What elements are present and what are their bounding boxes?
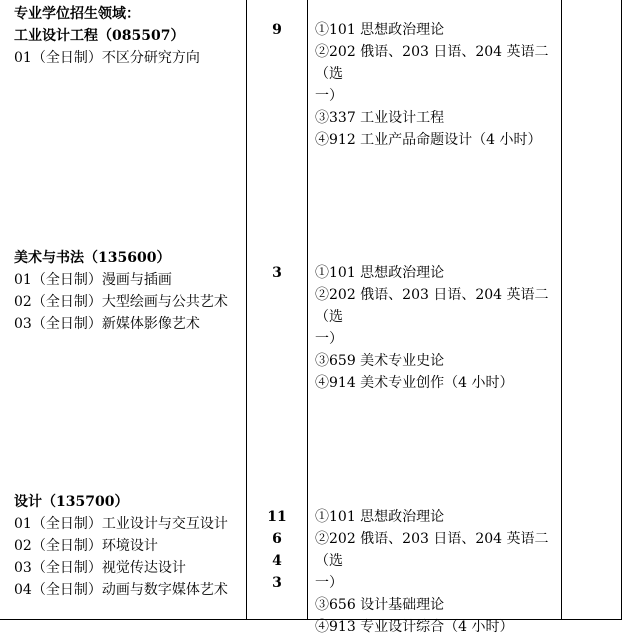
exam-line: 一） (315, 575, 343, 591)
exam-subjects (315, 262, 559, 394)
quota-value: 3 (272, 575, 282, 591)
exam-line: ②202 俄语、203 日语、204 英语二（选 (315, 531, 549, 569)
specialty-name: 设计（135700） (14, 494, 129, 510)
column-divider (307, 0, 308, 620)
research-direction: 02（全日制）大型绘画与公共艺术 (14, 294, 228, 310)
research-direction: 01（全日制）工业设计与交互设计 (14, 516, 228, 532)
exam-line: ④914 美术专业创作（4 小时） (315, 375, 514, 391)
specialty-name: 美术与书法（135600） (14, 250, 171, 266)
quota-value: 6 (272, 531, 282, 547)
research-direction: 03（全日制）视觉传达设计 (14, 560, 186, 576)
exam-subjects (315, 506, 559, 638)
research-direction: 03（全日制）新媒体影像艺术 (14, 316, 200, 332)
table-right-border (621, 0, 622, 620)
quota-value: 4 (272, 553, 282, 569)
exam-line: ④913 专业设计综合（4 小时） (315, 619, 514, 635)
exam-line: ④912 工业产品命题设计（4 小时） (315, 132, 542, 148)
exam-line: ②202 俄语、203 日语、204 英语二（选 (315, 44, 549, 82)
column-divider (561, 0, 562, 620)
specialty-block-design (14, 491, 246, 601)
specialty-block-fine-arts (14, 247, 246, 335)
exam-line: 一） (315, 331, 343, 347)
exam-line: ①101 思想政治理论 (315, 509, 445, 525)
exam-line: ①101 思想政治理论 (315, 22, 445, 38)
exam-line: ③656 设计基础理论 (315, 597, 445, 613)
quota-value: 3 (272, 265, 282, 281)
exam-line: ③659 美术专业史论 (315, 353, 445, 369)
research-direction: 02（全日制）环境设计 (14, 538, 158, 554)
exam-line: ①101 思想政治理论 (315, 265, 445, 281)
research-direction: 04（全日制）动画与数字媒体艺术 (14, 582, 228, 598)
research-direction: 01（全日制）不区分研究方向 (14, 50, 200, 66)
quota-cell (248, 506, 306, 594)
column-divider (246, 0, 247, 620)
exam-line: ②202 俄语、203 日语、204 英语二（选 (315, 287, 549, 325)
exam-subjects (315, 19, 559, 151)
exam-line: ③337 工业设计工程 (315, 110, 445, 126)
section-heading: 专业学位招生领域： (14, 6, 140, 22)
specialty-block-industrial-design (14, 25, 246, 69)
research-direction: 01（全日制）漫画与插画 (14, 272, 172, 288)
quota-cell (248, 262, 306, 284)
quota-value: 9 (272, 22, 282, 38)
exam-line: 一） (315, 88, 343, 104)
specialty-name: 工业设计工程（085507） (14, 28, 185, 44)
quota-cell (248, 19, 306, 41)
quota-value: 11 (267, 509, 287, 525)
